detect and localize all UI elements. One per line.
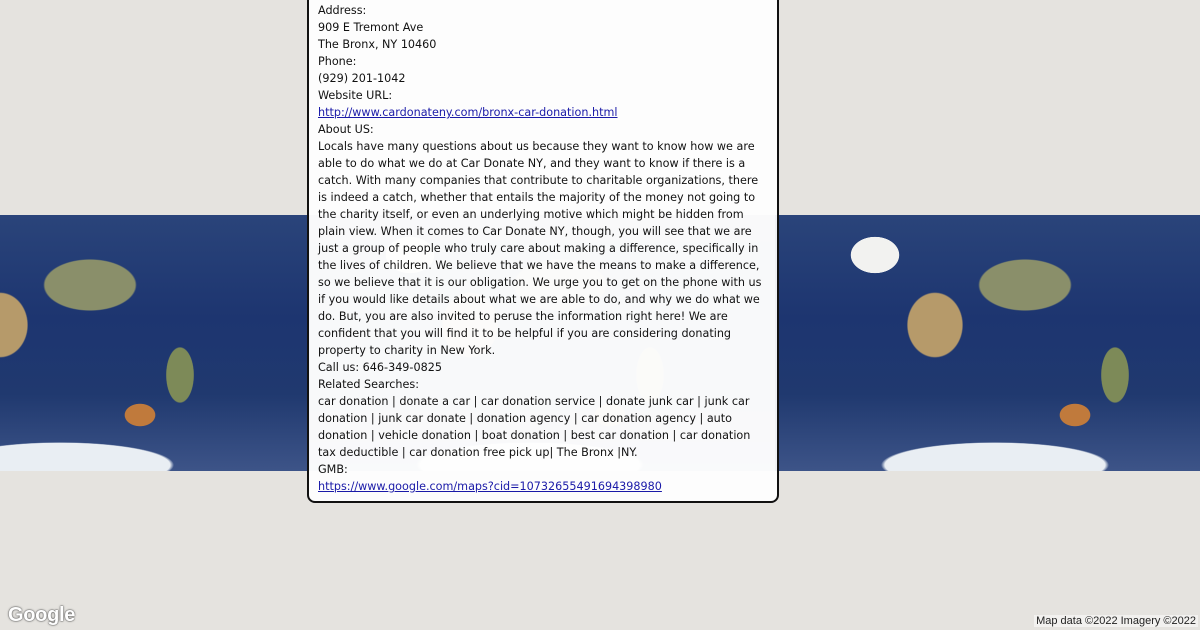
phone-number: (929) 201-1042 [318,72,406,85]
map-tile [775,215,1200,471]
website-link[interactable]: http://www.cardonateny.com/bronx-car-donation.html [318,106,618,119]
address-line-2: The Bronx, NY 10460 [318,38,437,51]
about-text: Locals have many questions about us because they want to know how we are able to do what we do at Car Donate NY, and they want to know if there is a catch. With many companies that contribute to charitable organizations, there is indeed a catch, whether that entails the majority of the money not going to the charity itself, or even an underlying motive which might be hidden from plain view. When it comes to Car Donate NY, though, you will see that we are just a group of people who truly care about making a difference, specifically in the lives of children. We believe that we have the means to make a difference, so we believe that it is our obligation. We urge you to get on the phone with us if you would like details about what we are able to do, and why we do what we do. But, you are also invited to peruse the information right here! We are confident that you will find it to be helpful if you are considering donating property to charity in New York. [318,140,762,357]
map-attribution: Map data ©2022 Imagery ©2022 [1036,615,1196,627]
about-label: About US: [318,123,374,136]
address-line-1: 909 E Tremont Ave [318,21,424,34]
website-label: Website URL: [318,89,393,102]
gmb-label: GMB: [318,463,348,476]
related-searches-text: car donation | donate a car | car donation service | donate junk car | junk car donation | junk car donate | donation agency | car donation agency | auto donation | vehicle donation | boat donation | best car donation | car donation tax deductible | car donation free pick up| The Bronx |NY. [318,395,751,459]
business-info-window [307,0,779,503]
google-logo[interactable]: Google [8,604,76,626]
map-tile [0,215,310,471]
address-label: Address: [318,4,367,17]
phone-label: Phone: [318,55,357,68]
gmb-link[interactable]: https://www.google.com/maps?cid=10732655491694398980 [318,480,662,493]
related-searches-label: Related Searches: [318,378,419,391]
call-us-text: Call us: 646-349-0825 [318,361,442,374]
